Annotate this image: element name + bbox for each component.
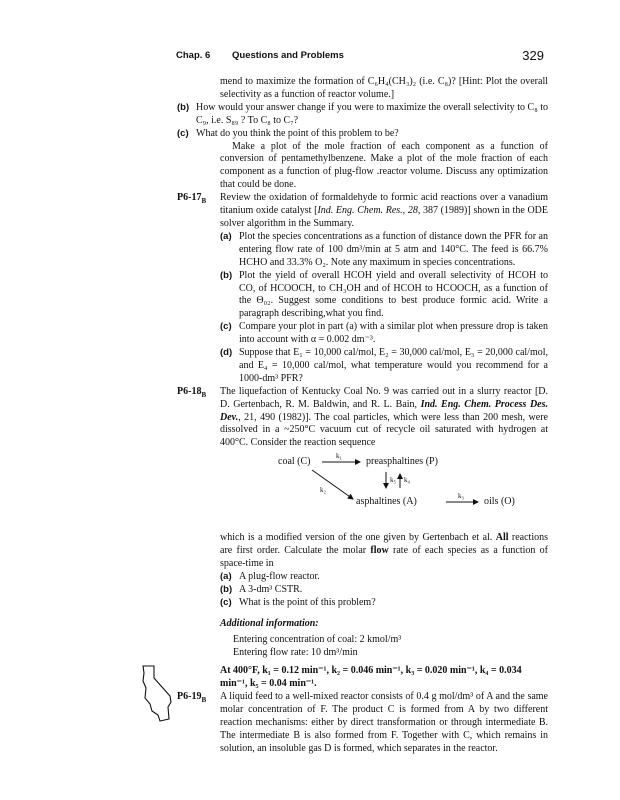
problem-text: The liquefaction of Kentucky Coal No. 9 was carried out in a slurry reactor [D. D. Gertenbach, R. M. Baldwin, and R. L. Bain, Ind. Eng. Chem. Process Des. Dev., 21, 490 (1982)]. The coal particles, which were less than 200 mesh, were dissolved in a ~250°C vacuum cut of recycle oil saturated with hydrogen at 400°C. Consider the reaction sequence — [220, 385, 548, 449]
problem-intro: Review the oxidation of formaldehyde to formic acid reactions over a vanadium titanium oxide catalyst [Ind. Eng. Chem. Res., 28, 387 (1989)] shown in the ODE solver algorithm in the Summary. — [220, 192, 548, 229]
species-coal: coal (C) — [278, 456, 311, 468]
info-line: Entering flow rate: 10 dm³/min — [233, 646, 358, 658]
item-text: What do you think the point of this problem to be? — [196, 127, 399, 139]
list-item: (c) Compare your plot in part (a) with a similar plot when pressure drop is taken into account with α = 0.002 dm⁻³. — [220, 321, 548, 346]
problem-number: $P6-19_B$ — [177, 691, 207, 705]
list-item: (a) A plug-flow reactor. — [220, 571, 320, 582]
scheme-description: which is a modified version of the one given by Gertenbach et al. All reactions are first order. Calculate the molar flow rate of each species as a function of space-time in — [220, 532, 549, 570]
paragraph: Make a plot of the mole fraction of each component as a function of conversion of pentamethylbenzene. Make a plot of the mole fraction of each component as a function of plug-flow .reactor volume. Discuss any optimization that could be done. — [220, 140, 548, 191]
species-preasphaltines: preasphaltines (P) — [366, 456, 438, 468]
problem-text: A liquid feed to a well-mixed reactor consists of 0.4 g mol/dm³ of A and the same molar concentration of F. The product C is formed from A by two different reaction mechanisms: either by direct transformation or through intermediate B. The intermediate B is also formed from F. Together with C, which remains in solution, an insoluble gas D is formed, which separates in the reactor. — [220, 691, 548, 754]
species-oils: oils (O) — [484, 496, 515, 508]
list-item — [177, 128, 548, 141]
rate-k4: k₄ — [404, 476, 410, 485]
rate-k1: k₁ — [336, 452, 342, 461]
chapter-label: Chap. 6 — [176, 50, 211, 61]
running-header — [176, 48, 544, 64]
page-body — [177, 76, 548, 756]
item-text: How would your answer change if you were to maximize the overall selectivity to C₈ to C₉, i.e. S₈₉ ? To C₈ to C₇? — [196, 101, 548, 126]
info-line: Entering concentration of coal: 2 kmol/m³ — [233, 633, 402, 645]
rate-k3: k₃ — [458, 492, 464, 501]
rate-k5: k₅ — [390, 476, 396, 485]
california-outline-icon — [140, 664, 174, 724]
problem-p6-19 — [177, 691, 548, 756]
list-item — [177, 102, 548, 128]
additional-info-title: Additional information: — [220, 617, 319, 629]
continued-text: mend to maximize the formation of C₆H₄(CH₃)₂ (i.e. C₈)? [Hint: Plot the overall selectivity as a function of reactor volume.] — [220, 76, 548, 100]
list-item: (b) Plot the yield of overall HCOH yield and overall selectivity of HCOH to CO, of HCOOCH, to CH₃OH and of HCOH to HCOOCH, as a function of the Θ₀₂. Suggest some conditions to best produce formic acid. Write a paragraph describing,what you find. — [220, 269, 548, 320]
list-item: (d) Suppose that E₁ = 10,000 cal/mol, E₂ = 30,000 cal/mol, E₃ = 20,000 cal/mol, and E₄ = 10,000 cal/mol, what temperature would you recommend for a 1000-dm³ PFR? — [220, 347, 548, 384]
page-number: 329 — [522, 48, 544, 63]
list-item: (b) A 3-dm³ CSTR. — [220, 583, 303, 595]
item-label: (b) — [177, 101, 190, 113]
rate-constants: At 400°F, k₁ = 0.12 min⁻¹, k₂ = 0.046 min⁻¹, k₃ = 0.020 min⁻¹, k₄ = 0.034 min⁻¹, k₅ = 0.04 min⁻¹. — [220, 665, 522, 690]
problem-number: $P6-18_B$ — [177, 385, 207, 399]
reaction-scheme — [220, 450, 548, 532]
species-asphaltines: asphaltines (A) — [356, 496, 417, 508]
problem-number: $P6-17_B$ — [177, 192, 207, 206]
rate-k2: k₂ — [320, 486, 326, 495]
problem-p6-17 — [177, 192, 548, 231]
item-label: (c) — [177, 127, 189, 139]
problem-p6-18 — [177, 386, 548, 451]
list-item: (a) Plot the species concentrations as a function of distance down the PFR for an entering flow rate of 100 dm³/min at 5 atm and 140°C. The feed is 66.7% HCHO and 33.3% O₂. Note any maximum in species concentrations. — [220, 230, 548, 268]
section-title: Questions and Problems — [232, 50, 344, 61]
list-item: (c) What is the point of this problem? — [220, 596, 376, 608]
